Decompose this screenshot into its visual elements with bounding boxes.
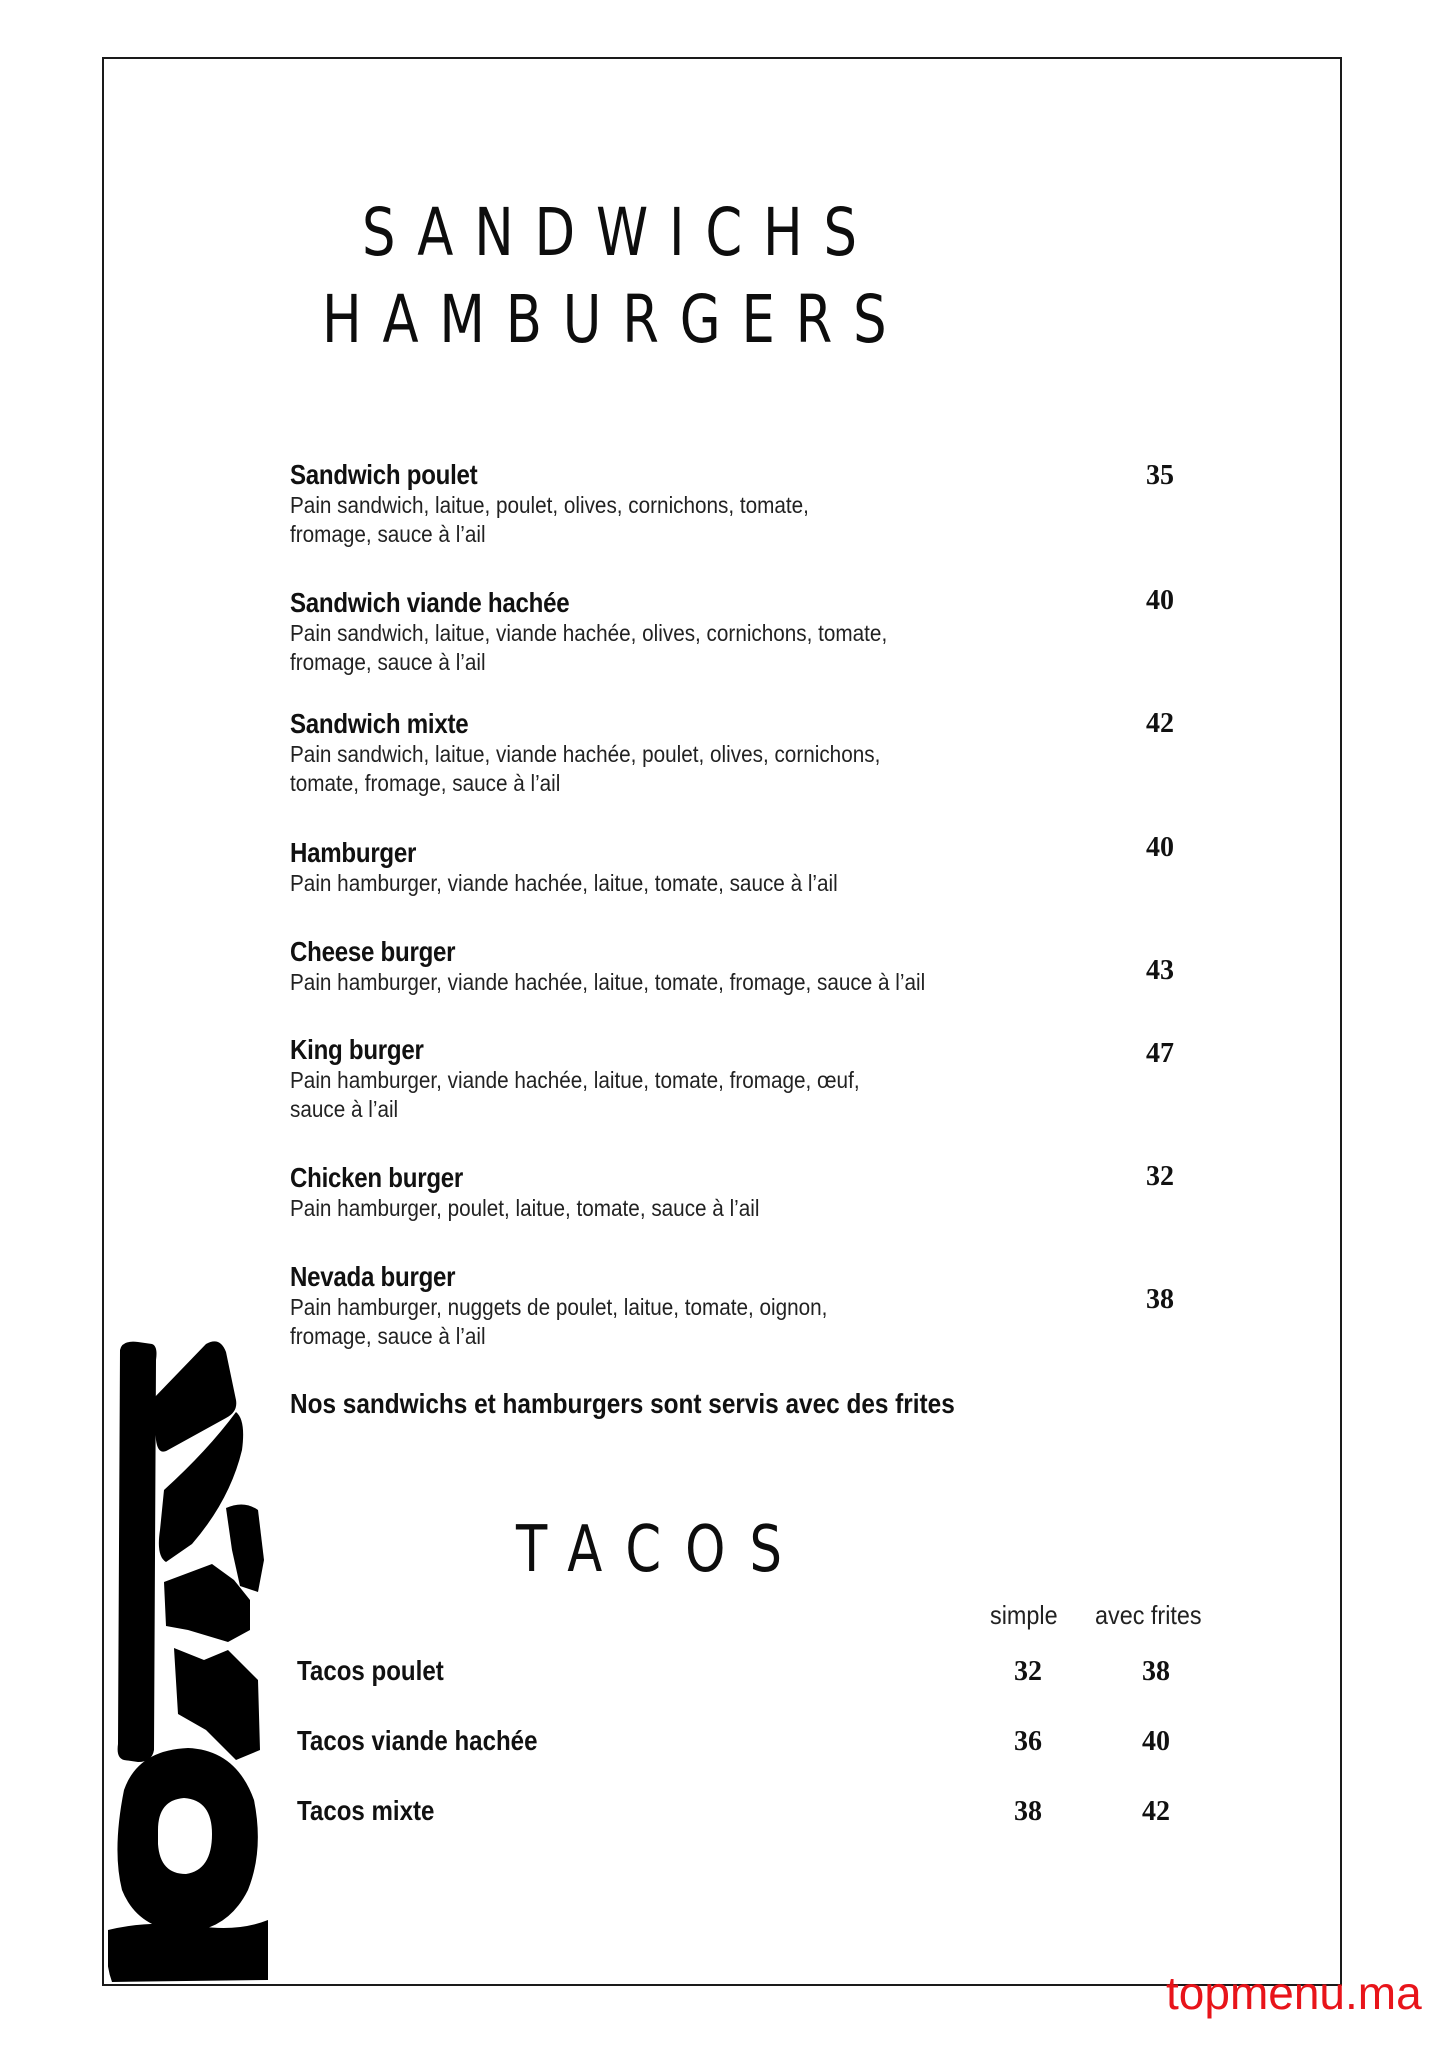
menu-item-description: Pain sandwich, laitue, viande hachée, poulet, olives, cornichons, bbox=[290, 741, 881, 767]
column-header-simple: simple bbox=[990, 1600, 1058, 1630]
menu-item-price: 40 bbox=[1146, 585, 1174, 616]
menu-item-price: 43 bbox=[1146, 955, 1174, 986]
menu-item-description: Pain sandwich, laitue, viande hachée, olives, cornichons, tomate, bbox=[290, 620, 888, 646]
menu-item-name: Sandwich mixte bbox=[290, 708, 469, 739]
menu-item-description: Pain hamburger, poulet, laitue, tomate, sauce à l’ail bbox=[290, 1195, 760, 1221]
menu-item-name: Hamburger bbox=[290, 837, 417, 868]
fries-note: Nos sandwichs et hamburgers sont servis avec des frites bbox=[290, 1388, 955, 1419]
title-sandwichs: SANDWICHS bbox=[362, 194, 878, 271]
restaurant-logo-icon bbox=[108, 1330, 268, 1984]
menu-item-description: fromage, sauce à l’ail bbox=[290, 649, 486, 675]
tacos-name: Tacos poulet bbox=[297, 1655, 444, 1686]
tacos-price-avec-frites: 42 bbox=[1142, 1796, 1170, 1827]
title-tacos: TACOS bbox=[516, 1513, 806, 1587]
menu-item-description: fromage, sauce à l’ail bbox=[290, 1323, 486, 1349]
menu-item-price: 42 bbox=[1146, 708, 1174, 739]
tacos-price-avec-frites: 38 bbox=[1142, 1656, 1170, 1687]
title-hamburgers: HAMBURGERS bbox=[322, 281, 908, 358]
menu-item-description: Pain sandwich, laitue, poulet, olives, cornichons, tomate, bbox=[290, 492, 809, 518]
menu-item-name: Nevada burger bbox=[290, 1261, 456, 1292]
tacos-name: Tacos viande hachée bbox=[297, 1725, 538, 1756]
menu-item-name: Chicken burger bbox=[290, 1162, 464, 1193]
menu-item-description: Pain hamburger, nuggets de poulet, laitue, tomate, oignon, bbox=[290, 1294, 828, 1320]
tacos-price-simple: 38 bbox=[1014, 1796, 1042, 1827]
menu-item-description: Pain hamburger, viande hachée, laitue, tomate, fromage, œuf, bbox=[290, 1067, 860, 1093]
menu-item-name: Sandwich viande hachée bbox=[290, 587, 570, 618]
menu-item-description: tomate, fromage, sauce à l’ail bbox=[290, 770, 561, 796]
tacos-price-simple: 36 bbox=[1014, 1726, 1042, 1757]
menu-item-description: fromage, sauce à l’ail bbox=[290, 521, 486, 547]
tacos-price-avec-frites: 40 bbox=[1142, 1726, 1170, 1757]
tacos-price-simple: 32 bbox=[1014, 1656, 1042, 1687]
menu-item-description: Pain hamburger, viande hachée, laitue, tomate, fromage, sauce à l’ail bbox=[290, 969, 926, 995]
menu-item-price: 38 bbox=[1146, 1284, 1174, 1315]
menu-item-name: Sandwich poulet bbox=[290, 459, 478, 490]
tacos-name: Tacos mixte bbox=[297, 1795, 435, 1826]
column-header-avec-frites: avec frites bbox=[1095, 1600, 1202, 1630]
menu-item-name: Cheese burger bbox=[290, 936, 456, 967]
menu-item-price: 47 bbox=[1146, 1038, 1174, 1069]
menu-item-price: 35 bbox=[1146, 460, 1174, 491]
menu-item-price: 40 bbox=[1146, 832, 1174, 863]
topmenu-watermark: topmenu.ma bbox=[1166, 1967, 1422, 2019]
menu-item-description: Pain hamburger, viande hachée, laitue, tomate, sauce à l’ail bbox=[290, 870, 838, 896]
menu-item-name: King burger bbox=[290, 1034, 424, 1065]
menu-item-price: 32 bbox=[1146, 1161, 1174, 1192]
menu-item-description: sauce à l’ail bbox=[290, 1096, 399, 1122]
